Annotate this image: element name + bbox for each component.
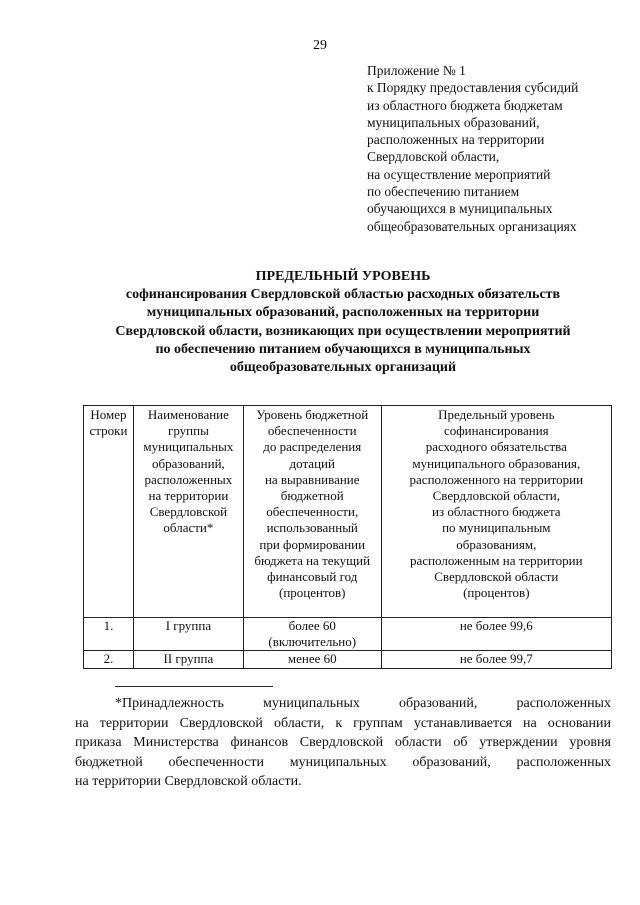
appendix-line: на осуществление мероприятий — [367, 166, 551, 182]
title-line: софинансирования Свердловской областью расходных обязательств — [125, 287, 561, 303]
header-cofinancing-limit: Предельный уровень софинансирования расходного обязательства муниципального образования, расположенного на территории Свердловской области, из областного бюджета по муниципальным образованиям, расположенным на территории Свердловской области (процентов) — [381, 406, 611, 618]
cell-budget-level: менее 60 — [243, 651, 381, 668]
cell-cofinancing-limit: не более 99,7 — [381, 651, 611, 668]
footnote-line: *Принадлежность муниципальных образований, расположенных — [115, 696, 611, 711]
page-number: 29 — [313, 38, 327, 53]
cell-group: II группа — [133, 651, 243, 668]
cell-row-number: 2. — [84, 651, 134, 668]
appendix-line: Свердловской области, — [367, 149, 500, 165]
appendix-line: по обеспечению питанием — [367, 184, 520, 200]
footnote-line: бюджетной обеспеченности муниципальных образований, расположенных — [75, 754, 611, 770]
title-line: ПРЕДЕЛЬНЫЙ УРОВЕНЬ — [255, 269, 431, 284]
title-line: по обеспечению питанием обучающихся в муниципальных — [155, 341, 531, 357]
title-line: Свердловской области, возникающих при осуществлении мероприятий — [115, 323, 571, 339]
appendix-line: муниципальных образований, — [367, 114, 540, 130]
cell-group: I группа — [133, 618, 243, 651]
cell-budget-level: более 60 (включительно) — [243, 618, 381, 651]
footnote-line: на территории Свердловской области. — [75, 774, 302, 789]
header-budget-level: Уровень бюджетной обеспеченности до распределения дотаций на выравнивание бюджетной обеспеченности, использованный при формировании бюджета на текущий финансовый год (процентов) — [243, 406, 381, 618]
appendix-header — [367, 62, 627, 235]
appendix-line: обучающихся в муниципальных — [367, 201, 553, 217]
cofinancing-table — [83, 405, 612, 669]
title-line: муниципальных образований, расположенных на территории — [146, 305, 540, 321]
footnote-line: приказа Министерства финансов Свердловской области об утверждении уровня — [75, 735, 611, 750]
appendix-line: к Порядку предоставления субсидий — [367, 80, 579, 96]
cell-row-number: 1. — [84, 618, 134, 651]
header-row-number: Номер строки — [84, 406, 134, 618]
appendix-line: расположенных на территории — [367, 132, 545, 148]
appendix-line: общеобразовательных организациях — [367, 218, 577, 234]
title-line: общеобразовательных организаций — [229, 360, 457, 376]
footnote-line: на территории Свердловской области, к группам устанавливается на основании — [75, 715, 611, 731]
header-group-name: Наименование группы муниципальных образований, расположенных на территории Свердловской области* — [133, 406, 243, 618]
footnote-separator — [115, 686, 273, 687]
document-title — [60, 268, 626, 377]
appendix-line: Приложение № 1 — [367, 63, 466, 78]
table-header-row — [84, 406, 612, 618]
table-row — [84, 651, 612, 668]
cell-cofinancing-limit: не более 99,6 — [381, 618, 611, 651]
table-row — [84, 618, 612, 651]
appendix-line: из областного бюджета бюджетам — [367, 97, 563, 113]
footnote — [75, 694, 611, 792]
